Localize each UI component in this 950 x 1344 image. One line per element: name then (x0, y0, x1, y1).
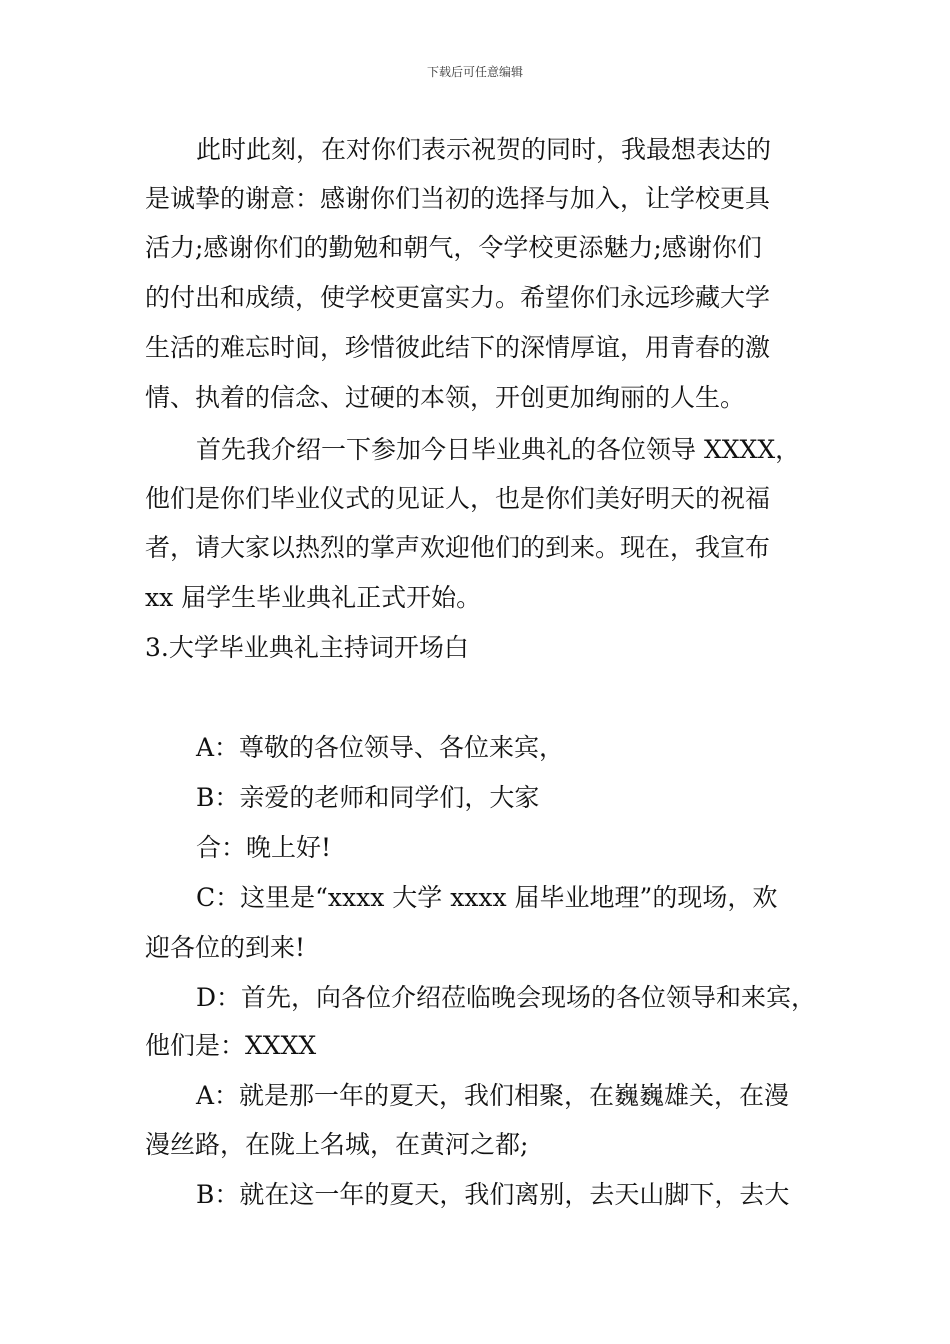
section-heading: 3.大学毕业典礼主持词开场白 (145, 633, 469, 662)
text-line: B：亲爱的老师和同学们，大家 (196, 783, 540, 812)
text-line: 此时此刻，在对你们表示祝贺的同时，我最想表达的 (196, 135, 772, 164)
page-header: 下载后可任意编辑 (426, 65, 523, 79)
text-line: A：就是那一年的夏天，我们相聚，在巍巍雄关，在漫 (196, 1081, 790, 1110)
text-line: A：尊敬的各位领导、各位来宾， (196, 733, 565, 762)
text-line: D：首先，向各位介绍莅临晚会现场的各位领导和来宾， (196, 983, 817, 1012)
text-line: B：就在这一年的夏天，我们离别，去天山脚下，去大 (196, 1180, 790, 1209)
text-line: 活力;感谢你们的勤勉和朝气，令学校更添魅力;感谢你们 (145, 233, 762, 262)
text-line: 首先我介绍一下参加今日毕业典礼的各位领导 XXXX， (196, 435, 801, 464)
text-line: 漫丝路，在陇上名城，在黄河之都; (145, 1130, 529, 1159)
text-line: 是诚挚的谢意：感谢你们当初的选择与加入，让学校更具 (145, 184, 771, 213)
text-line: 生活的难忘时间，珍惜彼此结下的深情厚谊，用青春的激 (145, 333, 771, 362)
text-line: 者，请大家以热烈的掌声欢迎他们的到来。现在，我宣布 (145, 533, 771, 562)
text-line: 他们是：XXXX (145, 1031, 317, 1060)
text-line: 合：晚上好! (196, 833, 332, 862)
text-line: C：这里是“xxxx 大学 xxxx 届毕业地理”的现场，欢 (196, 883, 778, 912)
text-line: 情、执着的信念、过硬的本领，开创更加绚丽的人生。 (145, 383, 746, 412)
text-line: xx 届学生毕业典礼正式开始。 (145, 583, 482, 612)
text-line: 他们是你们毕业仪式的见证人，也是你们美好明天的祝福 (145, 484, 771, 513)
text-line: 迎各位的到来! (145, 933, 306, 962)
text-line: 的付出和成绩，使学校更富实力。希望你们永远珍藏大学 (145, 283, 771, 312)
